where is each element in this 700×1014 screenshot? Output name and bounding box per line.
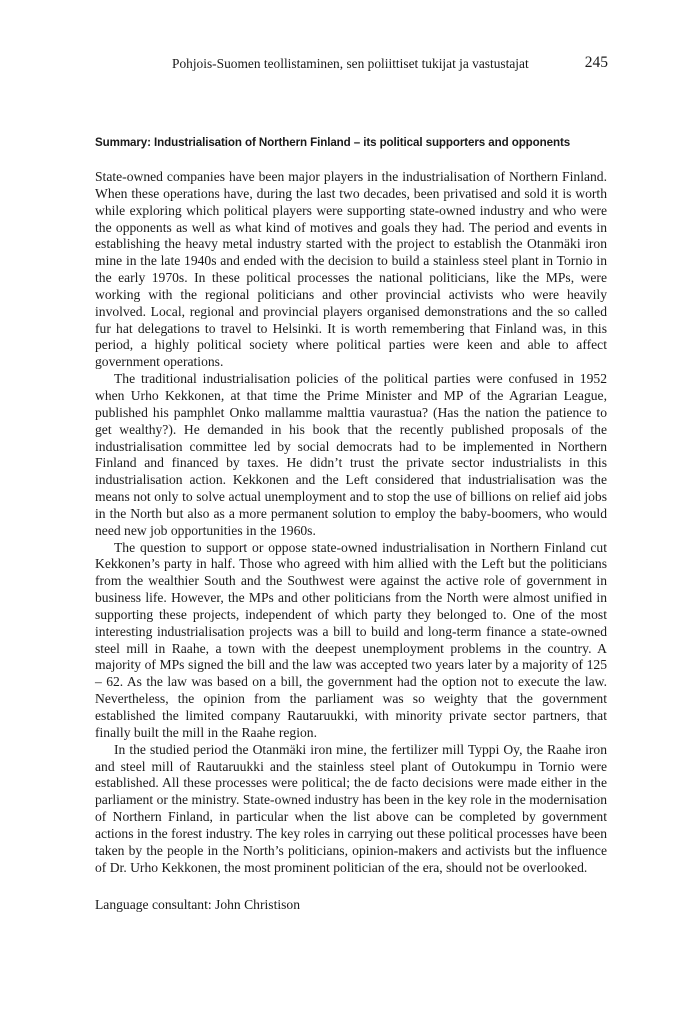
- page-number: 245: [584, 54, 608, 71]
- paragraph-1: State-owned companies have been major players in the industrialisation of Northern Finland. When these operations have, during the last two decades, been privatised and sold it is worth while exploring which political players were supporting state-owned industry and who were the opponents as well as what kind of motives and goals they had. The period and events in establishing the heavy metal industry started with the project to establish the Otanmäki iron mine in the late 1940s and ended with the decision to build a stainless steel plant in Tornio in the early 1970s. In these political processes the national politicians, like the MPs, were working with the regional politicians and other provincial activists who were heavily involved. Local, regional and provincial players organised demonstrations and the so called fur hat delegations to travel to Helsinki. It is worth remembering that Finland was, in this period, a highly political society where political parties were keen and able to affect government operations.: [95, 169, 607, 370]
- paragraph-4: In the studied period the Otanmäki iron mine, the fertilizer mill Typpi Oy, the Raahe iron and steel mill of Rautaruukki and the stainless steel plant of Outokumpu in Tornio were established. All these processes were political; the de facto decisions were made either in the parliament or the ministry. State-owned industry has been in the key role in the modernisation of Northern Finland, in particular when the list above can be completed by government actions in the forest industry. The key roles in carrying out these political processes have been taken by the people in the North’s politicians, opinion-makers and activists but the influence of Dr. Urho Kekkonen, the most prominent politician of the era, should not be overlooked.: [95, 741, 607, 875]
- language-consultant-note: Language consultant: John Christison: [95, 897, 301, 912]
- summary-body: [95, 169, 607, 876]
- paragraph-3: The question to support or oppose state-owned industrialisation in Northern Finland cut Kekkonen’s party in half. Those who agreed with him allied with the Left but the politicians from the wealthier South and the Southwest were against the active role of government in business life. However, the MPs and other politicians from the North were almost unified in supporting these projects, independent of which party they belonged to. One of the most interesting industrialisation projects was a bill to build and long-term finance a state-owned steel mill in Raahe, a town with the deepest unemployment problems in the country. A majority of MPs signed the bill and the law was accepted two years later by a majority of 125 – 62. As the law was based on a bill, the government had the option not to execute the law. Nevertheless, the opinion from the parliament was so weighty that the government established the limited company Rautaruukki, with minority private sector partners, that finally built the mill in the Raahe region.: [95, 539, 607, 740]
- paragraph-2: The traditional industrialisation policies of the political parties were confused in 1952 when Urho Kekkonen, at that time the Prime Minister and MP of the Agrarian League, published his pamphlet Onko mallamme malttia vaurastua? (Has the nation the patience to get wealthy?). He demanded in his book that the recently published proposals of the industrialisation committee led by social democrats had to be implemented in Northern Finland and financed by taxes. He didn’t trust the private sector industrialists in this industrialisation action. Kekkonen and the Left considered that industrialisation was the means not only to solve actual unemployment and to stop the use of billions on relief aid jobs in the North but also as a more permanent solution to employ the baby-boomers, who would need new job opportunities in the 1960s.: [95, 371, 607, 538]
- summary-heading: Summary: Industrialisation of Northern Finland – its political supporters and opponents: [95, 136, 571, 149]
- running-header: [95, 54, 608, 74]
- running-title: Pohjois-Suomen teollistaminen, sen poliittiset tukijat ja vastustajat: [172, 56, 529, 71]
